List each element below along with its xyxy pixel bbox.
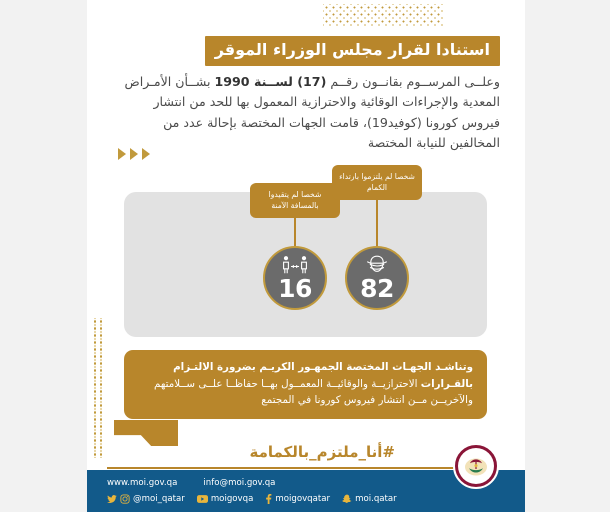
- youtube-icon: [197, 494, 208, 504]
- page-title: استنادا لقرار مجلس الوزراء الموقر: [214, 40, 490, 59]
- page-title-banner: [205, 36, 500, 66]
- social-item-moi-qatar[interactable]: [107, 494, 185, 504]
- social-handle-moigovqatar: moigovqatar: [275, 493, 331, 504]
- footer-website[interactable]: www.moi.gov.qa: [107, 477, 178, 488]
- side-dot-pattern-decoration: [92, 318, 103, 458]
- stat-group-mask: [332, 165, 422, 310]
- body-paragraph-decree-number: (17) لســنة 1990: [214, 74, 327, 89]
- stat-label-distance: شخصا لم يتقيدوا بالمسافة الآمنة: [250, 183, 340, 218]
- footer-social-row: [107, 491, 409, 506]
- stat-group-distance: [250, 183, 340, 310]
- face-mask-icon: [366, 255, 388, 275]
- chevron-right-icon: [142, 148, 150, 160]
- social-handle-moi-qatar-snap: moi.qatar: [355, 493, 397, 504]
- twitter-icon: [107, 494, 117, 504]
- footer-contact-row: [107, 475, 409, 490]
- social-item-moigovqatar[interactable]: [265, 494, 330, 504]
- stat-connector-line: [294, 218, 297, 246]
- gold-banner-decoration: [114, 420, 178, 446]
- snapchat-icon: [342, 494, 352, 504]
- body-paragraph-part1: وعلــى المرســوم بقانــون رقــم: [326, 74, 500, 89]
- stat-value-distance: 16: [278, 273, 312, 303]
- appeal-rest-text: الاحترازيــة والوقائيــة المعمــول بهــا حفاظــا علــى ســلامتهم والآخريــن مــن انتشار فيروس كورونا في المجتمع: [154, 377, 473, 407]
- body-paragraph-part2: بشــأن الأمـراض المعدية والإجراءات الوقائية والاحترازية المعمول بها للحد من انتشار فيروس كورونا (كوفيد19)، قامت الجهات المختصة بإحالة عدد من المخالفين للنيابة المختصة: [124, 74, 500, 151]
- gold-divider-rule: [107, 467, 467, 469]
- stat-label-mask: شخصا لم يلتزموا بارتداء الكمام: [332, 165, 422, 200]
- chevron-right-icon: [118, 148, 126, 160]
- stat-circle-mask: [345, 246, 409, 310]
- social-item-moigovqa[interactable]: [197, 494, 254, 504]
- campaign-hashtag: #أنا_ملتزم_بالكمامة: [249, 443, 395, 461]
- social-distancing-icon: [280, 255, 310, 275]
- chevron-arrows-decoration: [118, 148, 150, 160]
- chevron-right-icon: [130, 148, 138, 160]
- stat-connector-line: [376, 200, 379, 246]
- footer-email[interactable]: info@moi.gov.qa: [203, 477, 276, 488]
- facebook-icon: [265, 494, 272, 504]
- infographic-card: [87, 0, 525, 512]
- body-paragraph: [115, 72, 500, 154]
- social-item-moi-qatar-snapchat[interactable]: [342, 494, 397, 504]
- logo-inner-disc: [458, 448, 494, 484]
- top-dot-pattern-decoration: [323, 4, 443, 26]
- moi-qatar-logo: [453, 443, 499, 489]
- social-handle-moi-qatar: @moi_qatar: [133, 493, 185, 504]
- appeal-emphasis-text: بضرورة الالتـزام بالقـرارات: [173, 361, 473, 390]
- social-handle-moigovqa: moigovqa: [210, 493, 254, 504]
- instagram-icon: [120, 494, 130, 504]
- public-appeal-box: [124, 350, 487, 419]
- logo-emblem-icon: [463, 456, 489, 478]
- stat-value-mask: 82: [360, 273, 394, 303]
- stat-circle-distance: [263, 246, 327, 310]
- appeal-lead-text: وتناشـد الجهـات المختصة الجمهـور الكريـم: [255, 361, 473, 373]
- statistics-card: [124, 172, 487, 337]
- footer-contact-block: [107, 475, 409, 506]
